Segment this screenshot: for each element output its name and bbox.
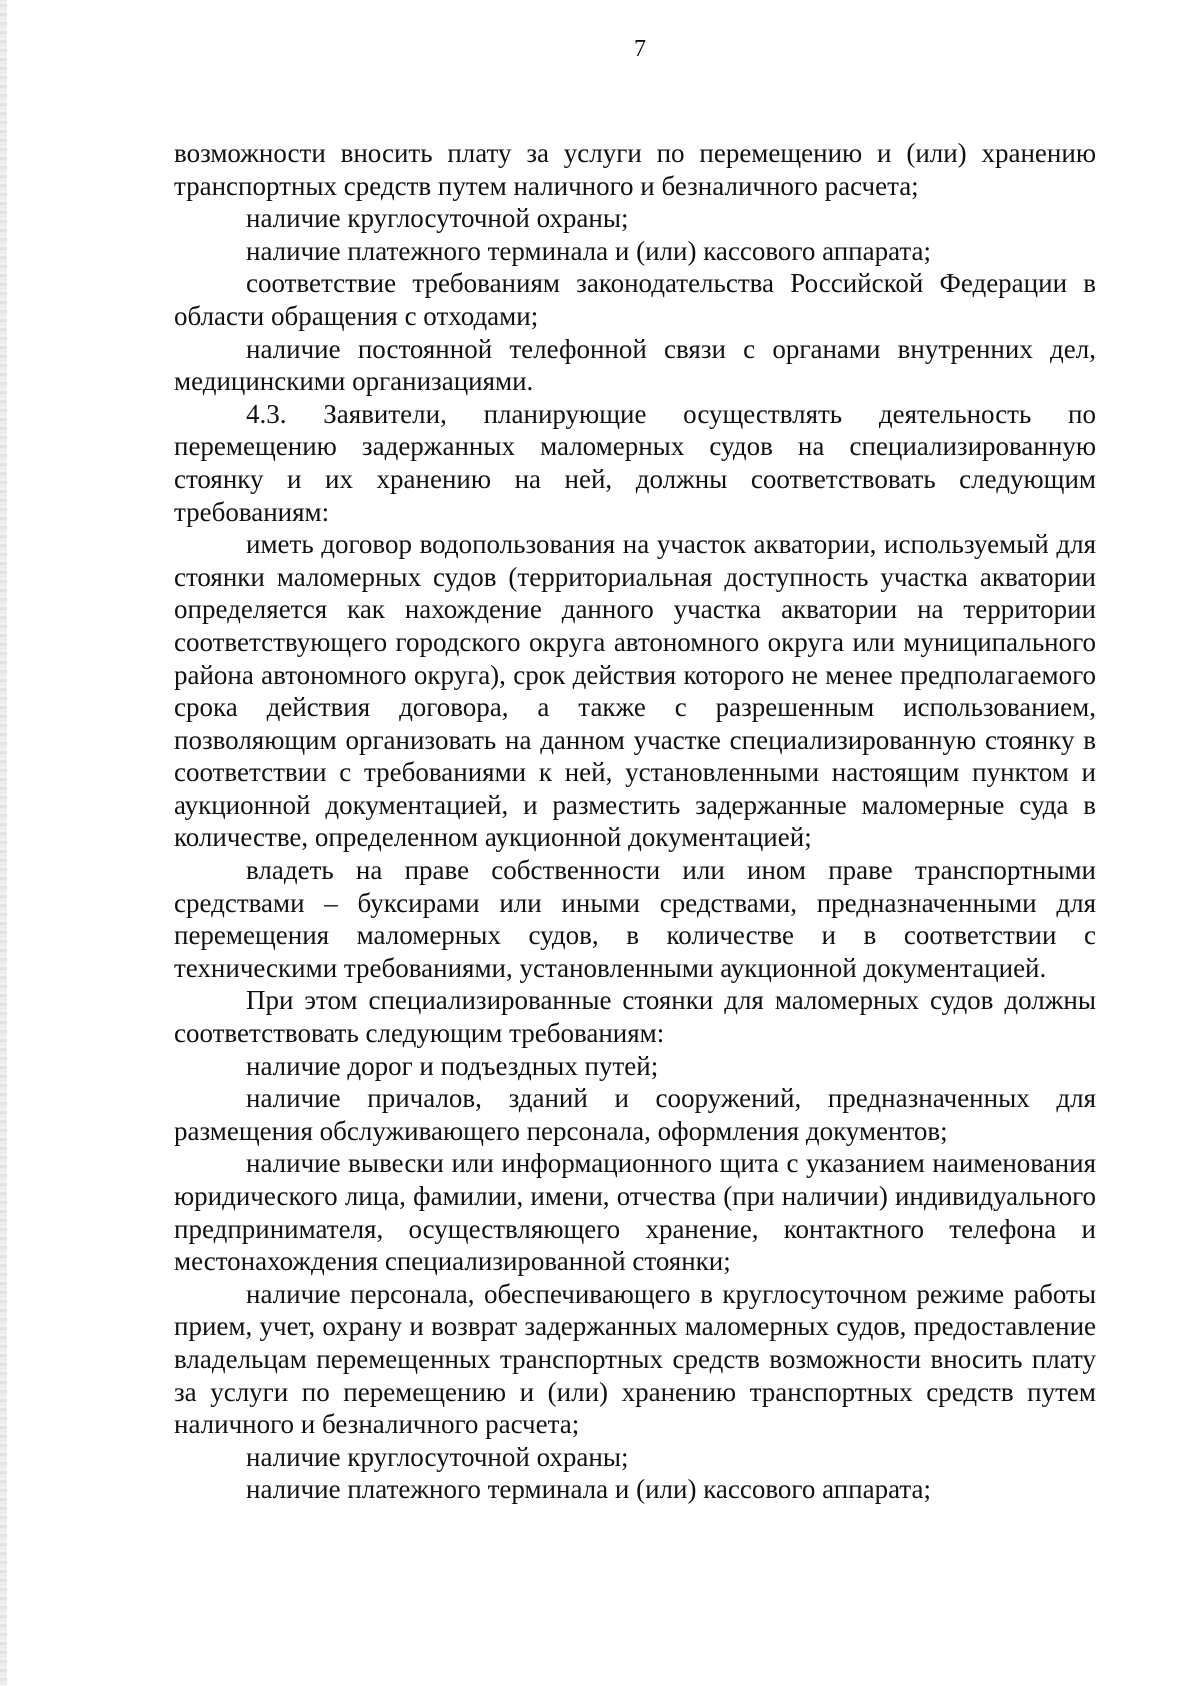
page-number: 7 [634,36,646,62]
paragraph: наличие платежного терминала и (или) кассового аппарата; [246,1474,931,1505]
paragraph: При этом специализированные стоянки для маломерных судов должны соответствовать следующим требованиям: [174,985,1096,1049]
paragraph: наличие круглосуточной охраны; [246,1441,629,1472]
paragraph: наличие персонала, обеспечивающего в круглосуточном режиме работы прием, учет, охрану и возврат задержанных маломерных судов, предоставление владельцам перемещенных транспортных средств возможности вносить плату за услуги по перемещению и (или) хранению транспортных средств путем наличного и безналичного расчета; [174,1278,1096,1440]
paragraph: возможности вносить плату за услуги по перемещению и (или) хранению транспортных средств путем наличного и безналичного расчета; [174,138,1096,201]
paragraph: наличие вывески или информационного щита с указанием наименования юридического лица, фамилии, имени, отчества (при наличии) индивидуального предпринимателя, осуществляющего хранение, контактного телефона и местонахождения специализированной стоянки; [174,1148,1096,1277]
scan-edge [0,0,7,1686]
document-body [174,137,1096,1506]
paragraph: наличие дорог и подъездных путей; [246,1050,659,1081]
paragraph: наличие круглосуточной охраны; [246,203,629,234]
paragraph: наличие платежного терминала и (или) кассового аппарата; [246,235,931,266]
paragraph: наличие постоянной телефонной связи с органами внутренних дел, медицинскими организациями. [174,333,1096,397]
paragraph: соответствие требованиям законодательства Российской Федерации в области обращения с отходами; [174,268,1096,331]
paragraph: иметь договор водопользования на участок акватории, используемый для стоянки маломерных судов (территориальная доступность участка акватории определяется как нахождение данного участка акватории на территории соответствующего городского округа автономного округа или муниципального района автономного округа), срок действия которого не менее предполагаемого срока действия договора, а также с разрешенным использованием, позволяющим организовать на данном участке специализированную стоянку в соответствии с требованиями к ней, установленными настоящим пунктом и аукционной документацией, и разместить задержанные маломерные суда в количестве, определенном аукционной документацией; [174,529,1096,853]
paragraph: наличие причалов, зданий и сооружений, предназначенных для размещения обслуживающего персонала, оформления документов; [174,1083,1096,1146]
paragraph: 4.3. Заявители, планирующие осуществлять деятельность по перемещению задержанных маломерных судов на специализированную стоянку и их хранению на ней, должны соответствовать следующим требованиям: [174,398,1096,527]
paragraph: владеть на праве собственности или ином праве транспортными средствами – буксирами или иными средствами, предназначенными для перемещения маломерных судов, в количестве и в соответствии с техническими требованиями, установленными аукционной документацией. [174,855,1096,983]
